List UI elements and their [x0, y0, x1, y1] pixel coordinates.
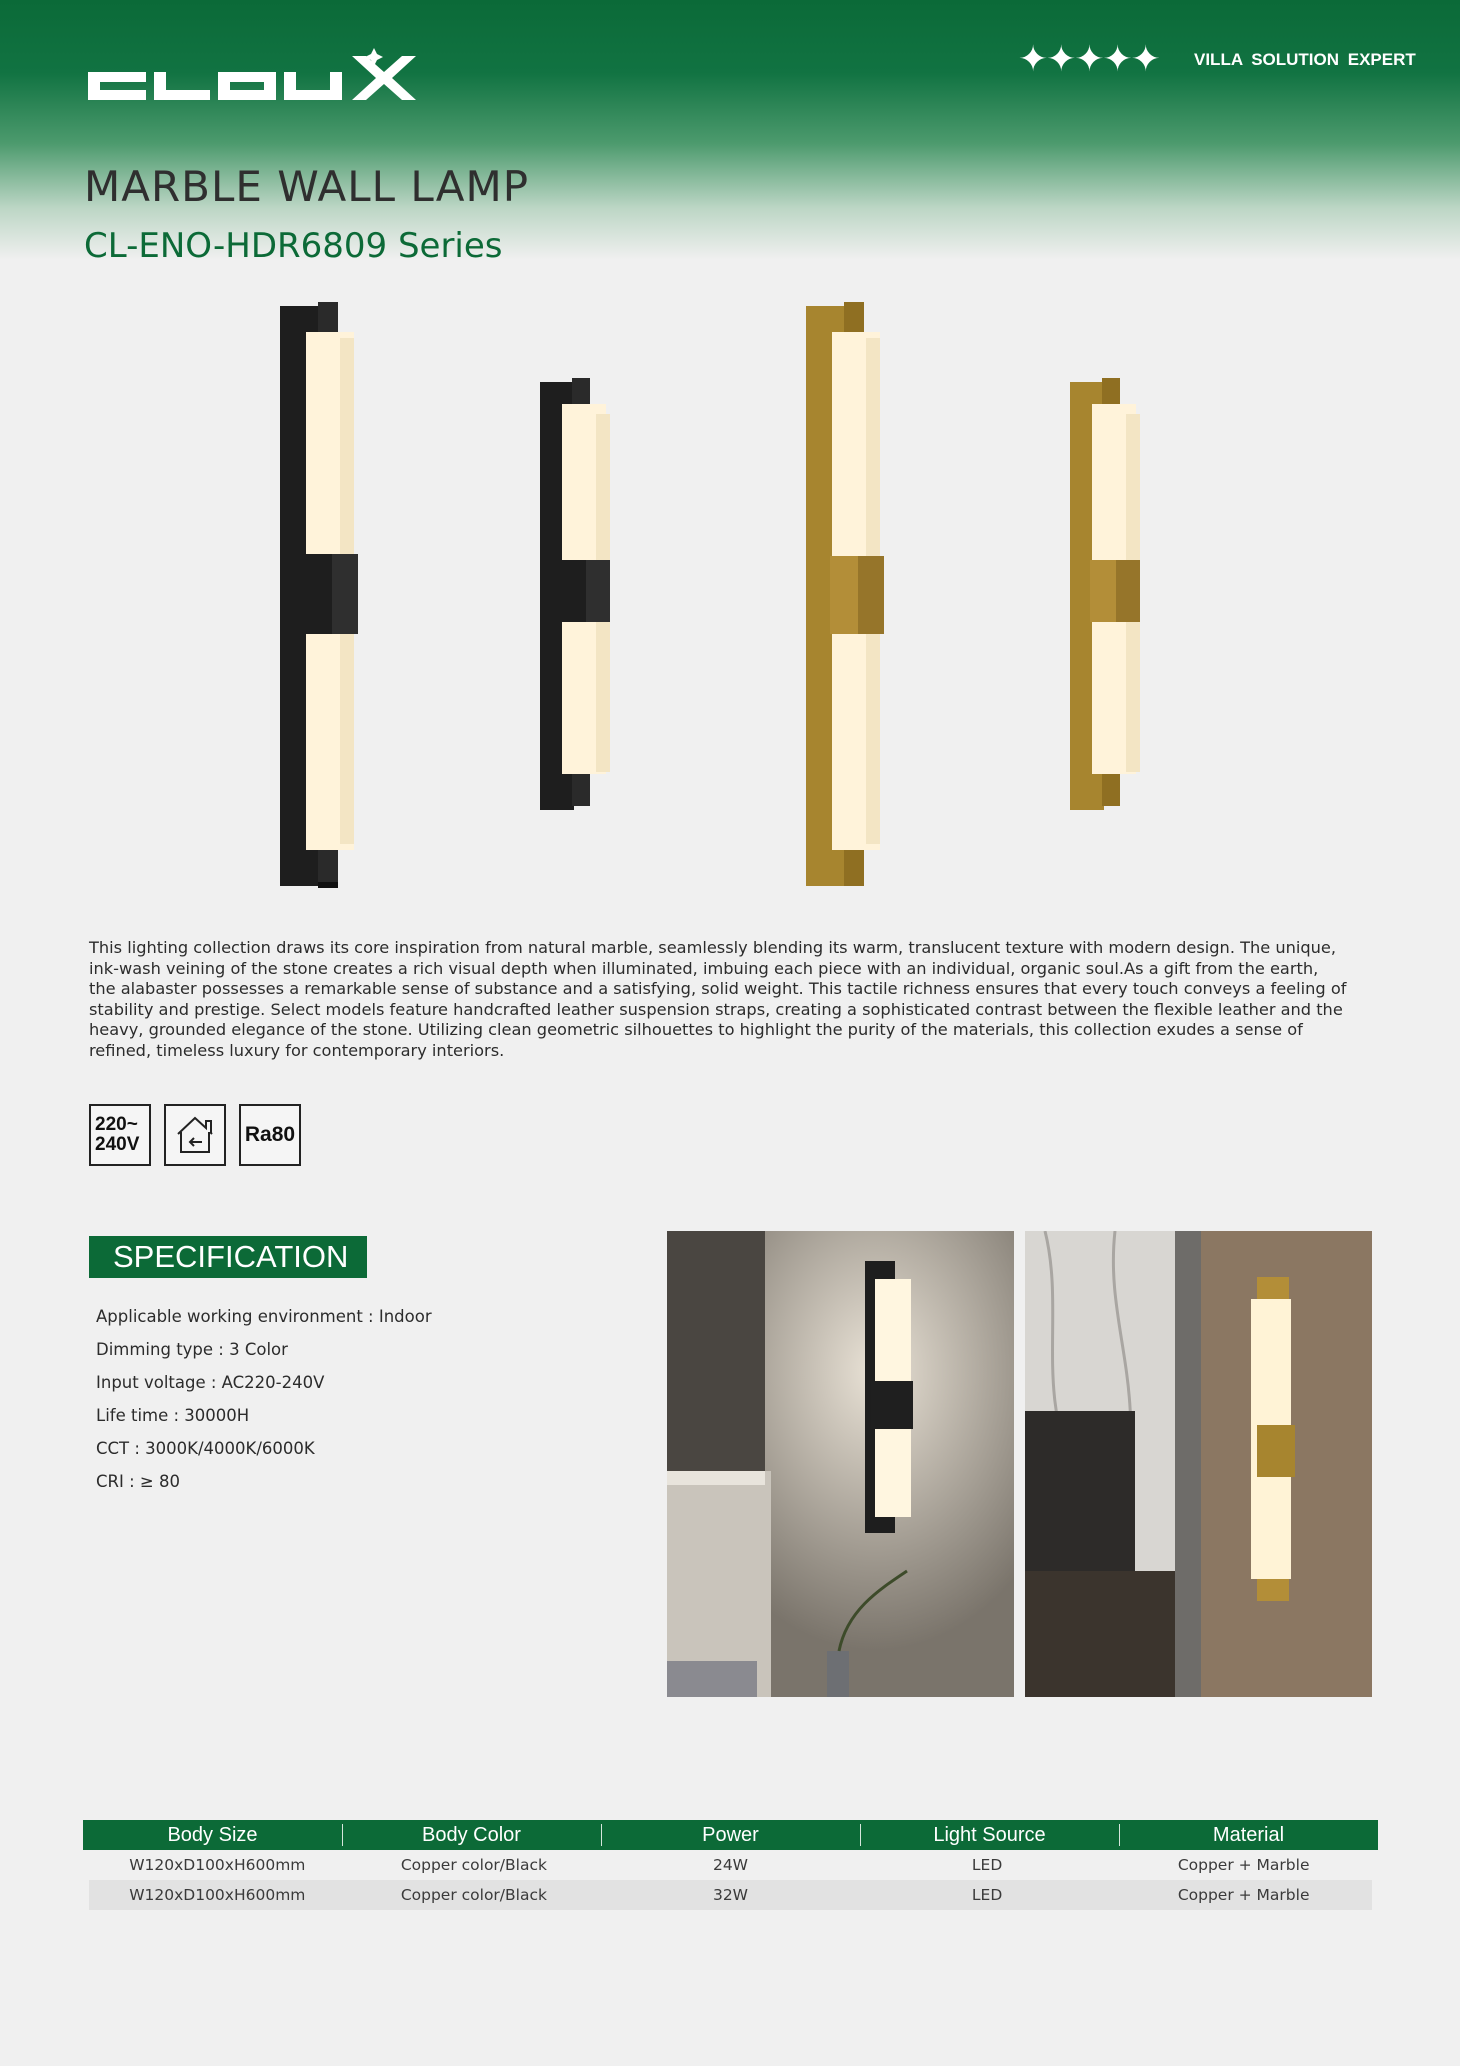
table-header-cell: Body Color — [342, 1820, 601, 1850]
lamp-copper-large — [806, 302, 906, 888]
product-title: MARBLE WALL LAMP — [84, 162, 530, 211]
table-cell: 32W — [712, 1886, 749, 1904]
rating-stars-icon: ✦✦✦✦✦ — [1018, 39, 1159, 80]
header-banner — [0, 0, 1460, 260]
table-cell: LED — [971, 1886, 1003, 1904]
spec-item: Applicable working environment : Indoor — [96, 1307, 432, 1326]
lamp-black-small — [540, 378, 632, 810]
cri-badge: Ra80 — [239, 1104, 301, 1166]
table-header — [83, 1820, 1378, 1850]
spec-item: Life time : 30000H — [96, 1406, 250, 1425]
voltage-line-1: 220~ — [95, 1114, 138, 1135]
table-row — [89, 1880, 1372, 1910]
table-header-cell: Material — [1119, 1820, 1378, 1850]
spec-item: CCT : 3000K/4000K/6000K — [96, 1439, 315, 1458]
lamp-copper-small — [1070, 378, 1162, 810]
indoor-badge — [164, 1104, 226, 1166]
cloux-logo — [84, 44, 436, 106]
voltage-line-2: 240V — [95, 1134, 140, 1155]
table-cell: W120xD100xH600mm — [129, 1856, 306, 1874]
table-row — [89, 1850, 1372, 1880]
product-table — [83, 1820, 1378, 1910]
voltage-badge — [89, 1104, 151, 1166]
scene-photo-copper-lamp — [1025, 1231, 1372, 1697]
scene-photo-black-lamp — [667, 1231, 1014, 1697]
specification-heading: SPECIFICATION — [89, 1236, 367, 1278]
spec-item: Dimming type : 3 Color — [96, 1340, 288, 1359]
series-title: CL-ENO-HDR6809 Series — [84, 226, 503, 266]
spec-item: Input voltage : AC220-240V — [96, 1373, 325, 1392]
table-cell: Copper color/Black — [400, 1886, 547, 1904]
lamp-black-large — [280, 302, 380, 888]
table-header-cell: Power — [601, 1820, 860, 1850]
specification-list — [96, 1300, 432, 1498]
table-cell: LED — [971, 1856, 1003, 1874]
table-cell: Copper + Marble — [1177, 1856, 1310, 1874]
product-description: This lighting collection draws its core inspiration from natural marble, seamlessly blending its warm, translucent texture with modern design. The unique, ink-wash veining of the stone creates a rich visual depth when illuminated, imbuing each piece with an individual, organic soul.As a gift from the earth, the alabaster possesses a remarkable sense of substance and a satisfying, solid weight. This tactile richness ensures that every touch conveys a feeling of stability and prestige. Select models feature handcrafted leather suspension straps, creating a sophisticated contrast between the flexible leather and the heavy, grounded elegance of the stone. Utilizing clean geometric silhouettes to highlight the purity of the materials, this collection exudes a sense of refined, timeless luxury for contemporary interiors. — [89, 938, 1347, 1060]
table-header-cell: Body Size — [167, 1824, 258, 1846]
spec-item: CRI : ≥ 80 — [96, 1472, 180, 1491]
table-cell: W120xD100xH600mm — [129, 1886, 306, 1904]
table-cell: 24W — [712, 1856, 749, 1874]
indoor-house-icon — [172, 1114, 218, 1156]
tagline: VILLA SOLUTION EXPERT — [1194, 50, 1416, 69]
table-header-cell: Light Source — [860, 1820, 1119, 1850]
table-cell: Copper + Marble — [1177, 1886, 1310, 1904]
table-cell: Copper color/Black — [400, 1856, 547, 1874]
